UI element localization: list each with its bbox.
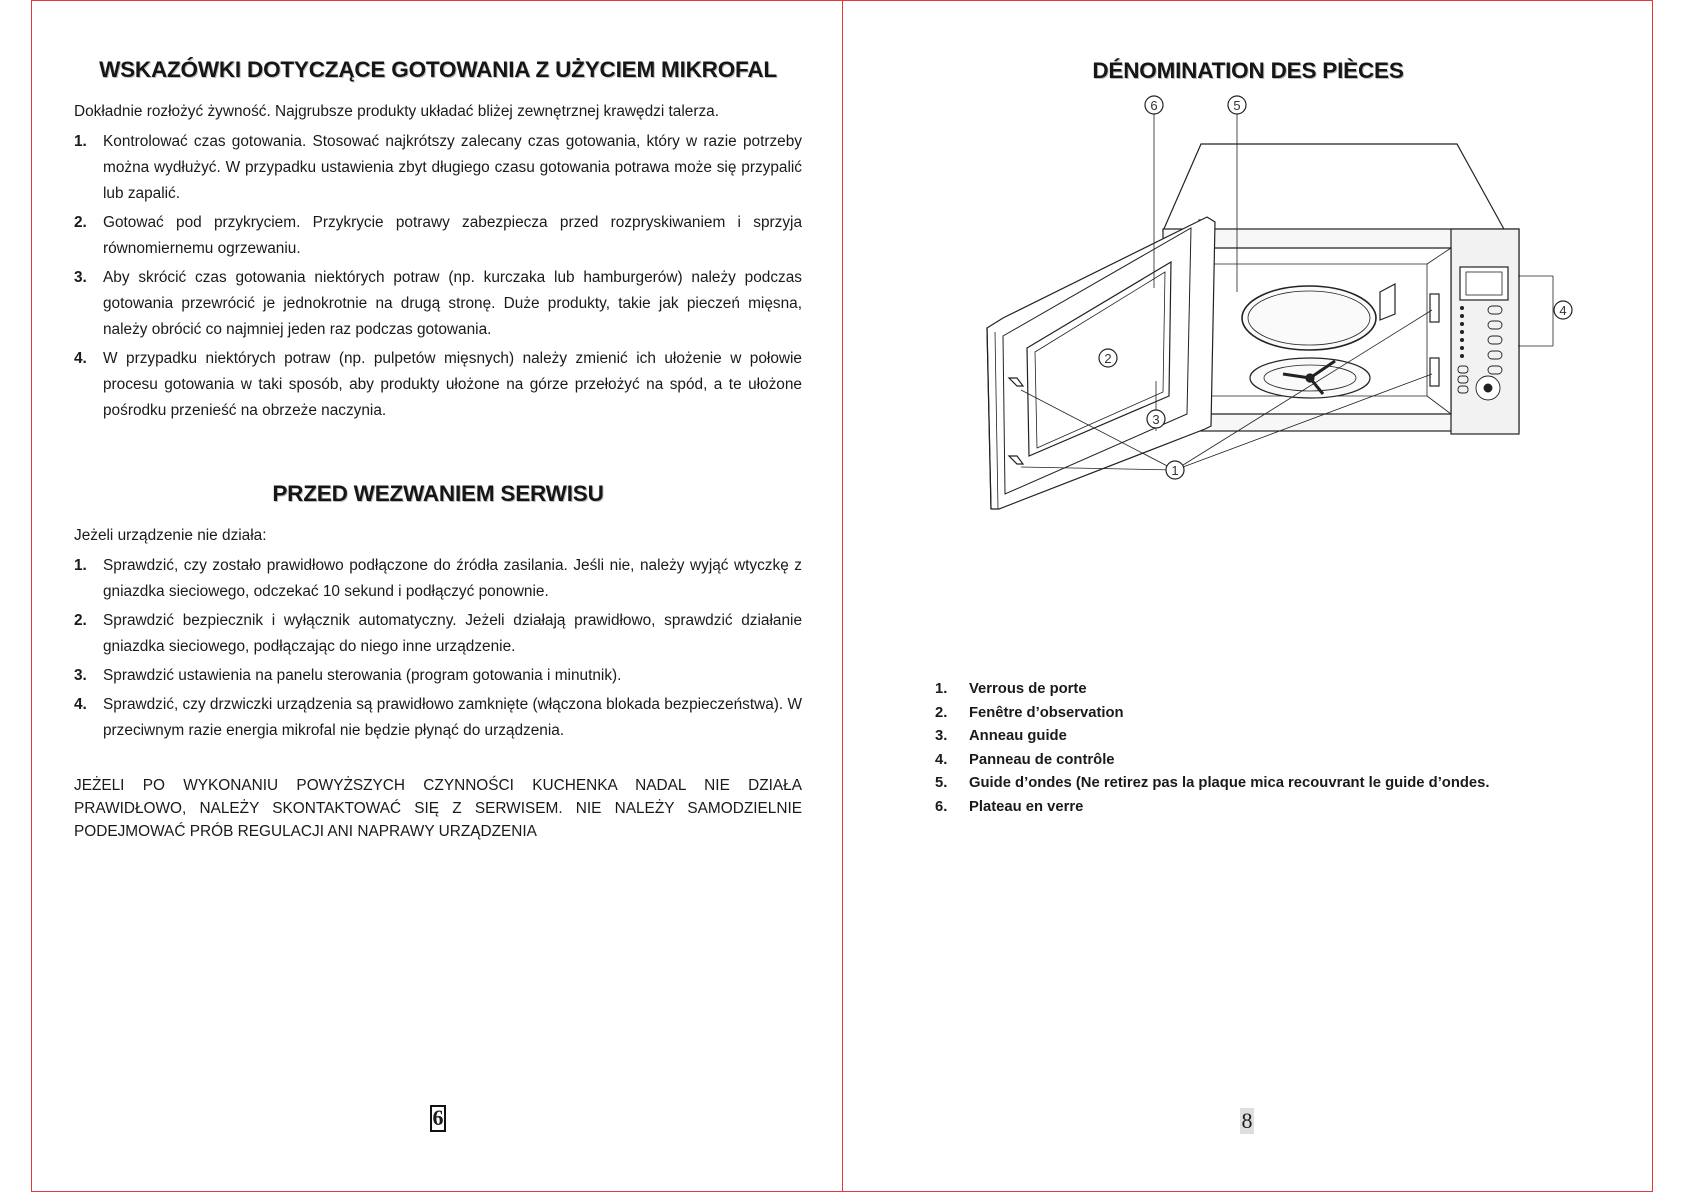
- list-item: [935, 796, 1635, 820]
- callout-1-label: 1: [1171, 463, 1179, 478]
- service-heading: PRZED WEZWANIEM SERWISU: [272, 481, 604, 506]
- list-number: 2.: [74, 612, 87, 629]
- list-item: [74, 265, 802, 343]
- callout-3-label: 3: [1152, 412, 1160, 427]
- list-number: 1.: [935, 681, 948, 697]
- latch-hole-lower: [1430, 358, 1439, 386]
- cabinet-top: [1163, 144, 1505, 231]
- callout-2-label: 2: [1104, 351, 1112, 366]
- callout-4-label: 4: [1559, 303, 1567, 318]
- list-text: Verrous de porte: [969, 681, 1087, 697]
- list-number: 1.: [74, 133, 87, 150]
- list-text: Kontrolować czas gotowania. Stosować najkrótszy zalecany czas gotowania, który w razie potrzeby można wydłużyć. W przypadku ustawienia zbyt długiego czasu gotowania potrawa może się przypalić lub zapalić.: [103, 133, 802, 202]
- left-content: [74, 57, 802, 843]
- list-item: [935, 749, 1635, 773]
- service-checks-list: [74, 553, 802, 744]
- list-item: [935, 678, 1635, 702]
- right-page: [843, 0, 1653, 1192]
- service-intro: Jeżeli urządzenie nie działa:: [74, 527, 267, 544]
- callout-1: [1166, 461, 1184, 479]
- page-number: 8: [1241, 1108, 1253, 1133]
- cooking-tips-list: [74, 129, 802, 424]
- list-number: 3.: [74, 269, 87, 286]
- list-number: 3.: [935, 728, 948, 744]
- callout-5: [1228, 96, 1246, 114]
- callout-6-label: 6: [1150, 98, 1158, 113]
- callout-3: [1147, 410, 1165, 428]
- list-text: W przypadku niektórych potraw (np. pulpetów mięsnych) należy zmienić ich ułożenie w połowie procesu gotowania w taki sposób, aby produkty ułożone na górze przełożyć na spód, a te ułożone pośrodku przenieść na obrzeże naczynia.: [103, 350, 802, 419]
- list-text: Sprawdzić, czy drzwiczki urządzenia są prawidłowo zamknięte (włączona blokada bezpieczeństwa). W przeciwnym razie energia mikrofal nie będzie płynąć do urządzenia.: [103, 696, 802, 739]
- list-text: Sprawdzić ustawienia na panelu sterowania (program gotowania i minutnik).: [103, 667, 622, 684]
- list-number: 4.: [935, 751, 948, 768]
- cooking-tips-intro: Dokładnie rozłożyć żywność. Najgrubsze produkty układać bliżej zewnętrznej krawędzi talerza.: [74, 103, 719, 120]
- callout-6: [1145, 96, 1163, 114]
- glass-tray: [1242, 286, 1376, 350]
- callout-2: [1099, 349, 1117, 367]
- list-text: Anneau guide: [969, 728, 1067, 744]
- list-number: 2.: [935, 704, 948, 721]
- parts-heading: DÉNOMINATION DES PIÈCES: [1092, 58, 1404, 83]
- callout-4: [1554, 301, 1572, 319]
- microwave-diagram: [943, 96, 1567, 556]
- list-number: 5.: [935, 775, 948, 791]
- list-number: 6.: [935, 798, 948, 815]
- list-number: 4.: [74, 696, 87, 713]
- list-text: Guide d’ondes (Ne retirez pas la plaque mica recouvrant le guide d’ondes.: [969, 775, 1490, 791]
- parts-list: [935, 678, 1635, 819]
- list-text: Sprawdzić, czy zostało prawidłowo podłączone do źródła zasilania. Jeśli nie, należy wyjąć wtyczkę z gniazdka sieciowego, odczekać 10 sekund i podłączyć ponownie.: [103, 557, 802, 600]
- list-item: [935, 702, 1635, 726]
- list-item: [74, 692, 802, 744]
- page-number: 6: [430, 1105, 446, 1132]
- list-number: 1.: [74, 557, 87, 574]
- list-item: [935, 772, 1635, 796]
- list-text: Gotować pod przykryciem. Przykrycie potrawy zabezpiecza przed rozpryskiwaniem i sprzyja równomiernemu ogrzewaniu.: [103, 214, 802, 257]
- list-text: Fenêtre d’observation: [969, 704, 1124, 721]
- list-text: Panneau de contrôle: [969, 751, 1115, 768]
- list-item: [74, 663, 802, 689]
- list-item: [74, 346, 802, 424]
- list-text: Plateau en verre: [969, 798, 1084, 815]
- list-item: [74, 608, 802, 660]
- list-text: Sprawdzić bezpiecznik i wyłącznik automatyczny. Jeżeli działają prawidłowo, sprawdzić działanie gniazdka sieciowego, podłączając do niego inne urządzenie.: [103, 612, 802, 655]
- list-item: [74, 553, 802, 605]
- latch-hole-upper: [1430, 294, 1439, 322]
- list-text: Aby skrócić czas gotowania niektórych potraw (np. kurczaka lub hamburgerów) należy podczas gotowania przewrócić je jednokrotnie na drugą stronę. Duże produkty, takie jak pieczeń mięsna, należy obrócić co najmniej jeden raz podczas gotowania.: [103, 269, 802, 338]
- list-number: 2.: [74, 214, 87, 231]
- service-warning: JEŻELI PO WYKONANIU POWYŻSZYCH CZYNNOŚCI KUCHENKA NADAL NIE DZIAŁA PRAWIDŁOWO, NALEŻY SKONTAKTOWAĆ SIĘ Z SERWISEM. NIE NALEŻY SAMODZIELNIE PODEJMOWAĆ PRÓB REGULACJI ANI NAPRAWY URZĄDZENIA: [74, 777, 802, 840]
- callout-5-label: 5: [1233, 98, 1241, 113]
- list-number: 3.: [74, 667, 87, 684]
- cooking-tips-heading: WSKAZÓWKI DOTYCZĄCE GOTOWANIA Z UŻYCIEM MIKROFAL: [99, 57, 777, 82]
- list-item: [74, 129, 802, 207]
- list-item: [935, 725, 1635, 749]
- list-number: 4.: [74, 350, 87, 367]
- list-item: [74, 210, 802, 262]
- left-page: [31, 0, 843, 1192]
